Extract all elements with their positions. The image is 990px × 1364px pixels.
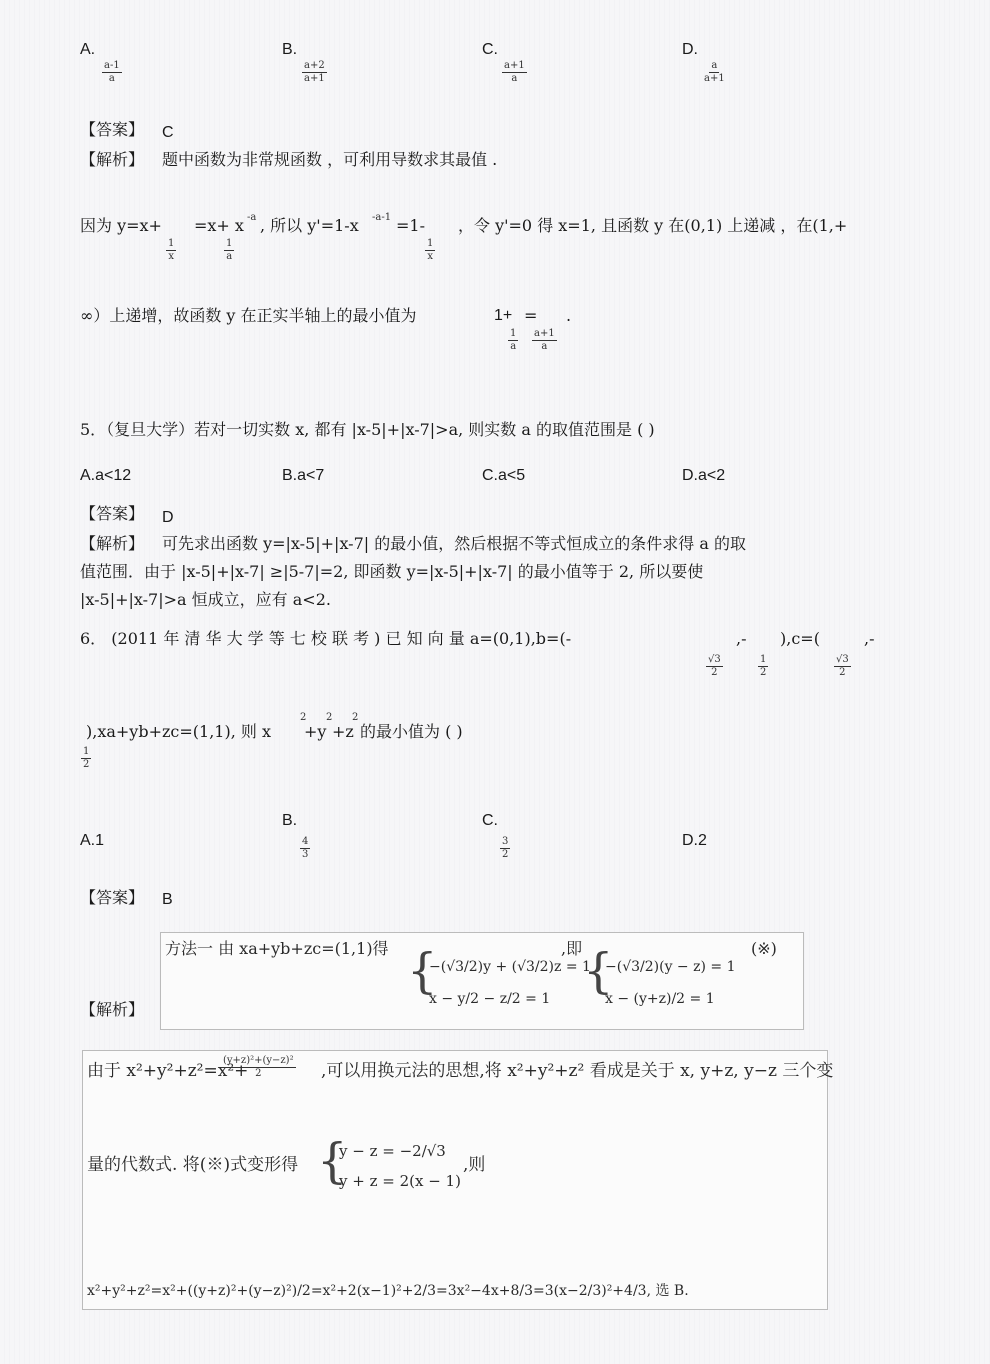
q6-option-c-fraction [500,836,510,861]
q4-analysis-line2-b: =x+ x [194,216,244,235]
box2-line2-b: ,则 [463,1155,486,1175]
fraction-numerator: 1 [510,328,517,339]
fraction-denominator: a [510,341,517,352]
left-brace-icon: { [583,943,614,999]
q4-analysis-line3-a: ∞）上递增，故函数 y 在正实半轴上的最小值为 [80,306,417,325]
left-brace-icon: { [407,943,438,999]
q5-stem: 5．（复旦大学）若对一切实数 x, 都有 |x-5|+|x-7|>a, 则实数 a 的取值范围是 ( ) [80,420,655,439]
q6-stem-b: ,- [736,629,747,648]
q6-stem2-a: ),xa+yb+zc=(1,1), 则 x [86,722,271,741]
fraction-denominator: 2 [760,667,767,678]
q6-exponent-z: 2 [352,712,359,723]
q6-stem-c: ),c=( [780,629,820,648]
fraction-numerator: 1 [427,238,434,249]
q4-answer-value: C [162,124,174,141]
fraction-denominator: 2 [255,1068,262,1079]
q5-analysis-line3: |x-5|+|x-7|>a 恒成立，应有 a<2. [80,590,331,609]
q4-analysis-line2-d: =1- [396,216,425,235]
q4-frac-2 [224,238,234,263]
left-brace-icon: { [317,1133,348,1189]
q6-option-b-fraction [300,836,310,861]
system-eq-4: x − (y+z)/2 = 1 [605,991,715,1007]
q6-exponent-y: 2 [326,712,333,723]
fraction-denominator: a+1 [704,73,725,84]
q4-frac-5 [532,328,557,353]
q6-option-c-label: C. [482,812,498,829]
q4-analysis-line2-a: 因为 y=x+ [80,216,162,235]
q4-analysis-line2-e: ，令 y'=0 得 x=1, 且函数 y 在(0,1) 上递减 ，在(1,+ [458,216,848,235]
system-eq-3: −(√3/2)(y − z) = 1 [605,959,736,975]
fraction-numerator: 1 [760,654,767,665]
fraction-denominator: 2 [839,667,846,678]
q5-answer-value: D [162,509,174,526]
fraction-denominator: a [541,341,548,352]
q6-frac-b2 [758,654,768,679]
box2-line3: x²+y²+z²=x²+((y+z)²+(y−z)²)/2=x²+2(x−1)²+2/3=3x²−4x+8/3=3(x−2/3)²+4/3, 选 B. [87,1283,689,1299]
system-eq-2: x − y/2 − z/2 = 1 [429,991,551,1007]
q4-option-a-label: A. [80,41,96,58]
q4-option-c-label: C. [482,41,498,58]
fraction-numerator: (y+z)²+(y−z)² [223,1055,294,1066]
q5-option-b: B.a<7 [282,467,325,484]
q6-analysis-tag: 【解析】 [80,1000,145,1019]
fraction-denominator: a+1 [304,73,325,84]
box2-system-eq-2: y + z = 2(x − 1) [339,1172,461,1190]
box2-line1-b: ,可以用换元法的思想,将 x²+y²+z² 看成是关于 x, y+z, y−z 三个变 [321,1061,834,1081]
box2-system-eq-1: y − z = −2/√3 [339,1142,446,1160]
q4-exponent-1: -a [247,212,257,223]
q6-option-d: D.2 [682,832,707,849]
q6-answer-tag: 【答案】 [80,888,145,907]
q5-answer-tag: 【答案】 [80,504,145,523]
method-one-intro: 方法一 由 xa+yb+zc=(1,1)得 [165,939,389,958]
q4-analysis-line2-c: , 所以 y'=1-x [260,216,359,235]
q4-frac-1 [166,238,176,263]
fraction-numerator: a+1 [504,60,525,71]
fraction-denominator: 3 [302,849,309,860]
q4-option-d-label: D. [682,41,698,58]
fraction-numerator: 4 [302,836,309,847]
q5-analysis-line1: 可先求出函数 y=|x-5|+|x-7| 的最小值，然后根据不等式恒成立的条件求得 a 的取 [162,534,746,553]
fraction-denominator: a [226,251,233,262]
fraction-numerator: 1 [226,238,233,249]
box2-line1-a: 由于 x²+y²+z²=x²+ [87,1061,249,1081]
q4-analysis-tag: 【解析】 [80,150,145,169]
q4-analysis-line1: 题中函数为非常规函数 ，可利用导数求其最值 . [162,150,498,169]
fraction-denominator: 2 [711,667,718,678]
q6-stem2-d: 的最小值为 ( ) [360,722,463,741]
system-eq-1: −(√3/2)y + (√3/2)z = 1 [429,959,591,975]
q4-analysis-line3-c: = [524,306,538,325]
q4-option-a-fraction [102,60,122,85]
fraction-numerator: 3 [502,836,509,847]
fraction-numerator: √3 [836,654,849,665]
fraction-numerator: 1 [168,238,175,249]
q6-frac-b1 [706,654,723,679]
q4-option-c-fraction [502,60,527,85]
fraction-numerator: a-1 [104,60,120,71]
q6-stem2-b: +y [304,722,327,741]
fraction-numerator: a+1 [534,328,555,339]
fraction-numerator: √3 [708,654,721,665]
q6-stem-d: ,- [864,629,875,648]
q4-analysis-line3-b: 1+ [494,307,513,324]
star-mark: (※) [751,939,777,958]
q6-option-b-label: B. [282,812,298,829]
q5-option-a: A.a<12 [80,467,132,484]
solution-image-method-one-continued [82,1050,834,1310]
method-one-namely: ,即 [561,939,583,958]
q5-option-c: C.a<5 [482,467,526,484]
q4-frac-3 [425,238,435,263]
q4-option-b-fraction [302,60,327,85]
q4-answer-tag: 【答案】 [80,120,145,139]
q4-exponent-2: -a-1 [372,212,392,223]
q4-frac-4 [508,328,518,353]
q4-option-b-label: B. [282,41,298,58]
box2-line1-fraction [221,1055,296,1080]
fraction-denominator: x [168,251,174,262]
q6-frac-c2 [81,746,91,771]
fraction-numerator: a+2 [304,60,325,71]
q5-analysis-line2: 值范围．由于 |x-5|+|x-7| ≥|5-7|=2, 即函数 y=|x-5|+|x-7| 的最小值等于 2, 所以要使 [80,562,704,581]
q6-frac-c1 [834,654,851,679]
fraction-numerator: a [711,60,718,71]
q5-option-d: D.a<2 [682,467,726,484]
fraction-denominator: 2 [83,759,90,770]
q5-analysis-tag: 【解析】 [80,534,145,553]
fraction-numerator: 1 [83,746,90,757]
solution-image-method-one [160,932,804,1030]
q4-option-d-fraction [702,60,727,85]
fraction-denominator: x [427,251,433,262]
q6-stem2-c: +z [332,722,354,741]
fraction-denominator: 2 [502,849,509,860]
q4-analysis-line3-d: . [566,306,572,325]
fraction-denominator: a [511,73,518,84]
q6-answer-value: B [162,891,173,908]
q6-exponent-x: 2 [300,712,307,723]
fraction-denominator: a [108,73,115,84]
q6-stem-a: 6． (2011 年 清 华 大 学 等 七 校 联 考 ) 已 知 向 量 a=(0,1),b=(- [80,629,572,648]
q6-option-a: A.1 [80,832,105,849]
box2-line2-a: 量的代数式. 将(※)式变形得 [87,1155,299,1175]
